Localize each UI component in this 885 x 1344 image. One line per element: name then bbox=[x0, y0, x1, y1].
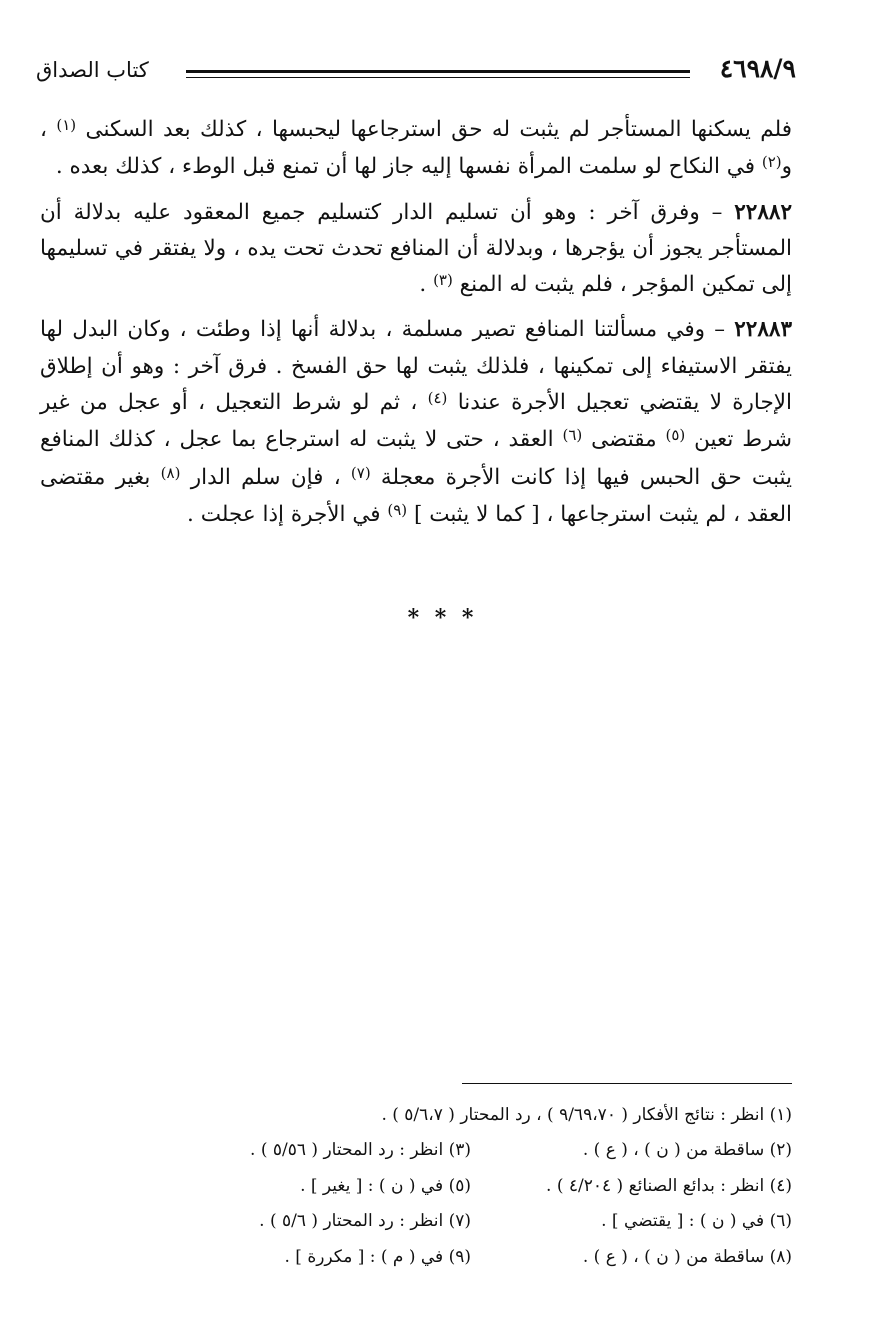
footnote-ref: (٤) bbox=[427, 389, 448, 408]
page-number: ٤٦٩٨/٩ bbox=[719, 54, 796, 83]
paragraph bbox=[40, 195, 792, 305]
text-run: ، ثم لو شرط التعجيل ، أو عجل من غير شرط تعين bbox=[40, 390, 792, 453]
footnote-ref: (١) bbox=[56, 116, 77, 134]
text-run: في النكاح لو سلمت المرأة نفسها إليه جاز لها أن تمنع قبل الوطء ، كذلك بعده . bbox=[55, 154, 762, 180]
text-run: ، و bbox=[40, 117, 792, 180]
footnote: (٦) في ( ن ) : [ يقتضي ] . bbox=[601, 1211, 792, 1232]
text-run: . bbox=[419, 272, 434, 298]
footnote-row bbox=[150, 1133, 792, 1169]
footnote: (٨) ساقطة من ( ن ) ، ( ع ) . bbox=[582, 1246, 792, 1267]
footnotes bbox=[150, 1097, 792, 1275]
footnote-ref: (٥) bbox=[665, 426, 686, 445]
text-run: فلم يسكنها المستأجر لم يثبت له حق استرجاعها ليحبسها ، كذلك بعد السكنى bbox=[76, 117, 792, 142]
footnote-row bbox=[150, 1097, 792, 1133]
footnote: (٤) انظر : بدائع الصنائع ( ٤/٢٠٤ ) . bbox=[546, 1175, 792, 1196]
footnote: (٥) في ( ن ) : [ يغير ] . bbox=[300, 1175, 471, 1196]
text-run: مقتضى bbox=[582, 427, 666, 453]
paragraph bbox=[40, 112, 792, 187]
footnote-ref: (٧) bbox=[350, 463, 371, 482]
text-run: ، فإن سلم الدار bbox=[180, 464, 351, 490]
footnote-ref: (٦) bbox=[562, 426, 583, 445]
main-text bbox=[40, 112, 792, 542]
footnote-ref: (٢) bbox=[761, 153, 782, 172]
footnote-row bbox=[150, 1204, 792, 1240]
paragraph-number: ٢٢٨٨٢ bbox=[734, 199, 792, 225]
footnote-row bbox=[150, 1168, 792, 1204]
paragraph-number: ٢٢٨٨٣ bbox=[734, 317, 792, 343]
text-run: العقد ، حتى لا يثبت له استرجاع بما عجل ، كذلك المنافع يثبت حق الحبس فيها إذا كانت الأجرة معجلة bbox=[40, 427, 792, 490]
footnote-row bbox=[150, 1239, 792, 1275]
text-run: في الأجرة إذا عجلت . bbox=[187, 501, 388, 527]
header-rule-thin bbox=[186, 77, 690, 78]
text-run: – وفرق آخر : وهو أن تسليم الدار كتسليم جميع المعقود عليه بدلالة أن المستأجر يجوز أن يؤجرها ، وبدلالة أن المنافع تحدث تحت يده ، ولا يفتقر في تسليمها إلى تمكين المؤجر ، فلم يثبت له المنع bbox=[40, 199, 792, 298]
footnote-rule bbox=[462, 1083, 792, 1084]
text-run: – وفي مسألتنا المنافع تصير مسلمة ، بدلالة أنها إذا وطئت ، وكان البدل لها يفتقر الاستيفاء إلى تمكينها ، فلذلك يثبت لها حق الفسخ . فرق آخر : وهو أن إطلاق الإجارة لا يقتضي تعجيل الأجرة عندنا bbox=[40, 317, 792, 416]
text-run: بغير مقتضى العقد ، لم يثبت استرجاعها ، [ كما لا يثبت ] bbox=[40, 464, 792, 527]
paragraph bbox=[40, 312, 792, 534]
footnote-ref: (٩) bbox=[387, 500, 408, 519]
footnote: (٩) في ( م ) : [ مكررة ] . bbox=[284, 1246, 471, 1267]
footnote: (٣) انظر : رد المحتار ( ٥/٥٦ ) . bbox=[250, 1140, 471, 1161]
footnote-ref: (٣) bbox=[433, 271, 453, 290]
footnote: (٢) ساقطة من ( ن ) ، ( ع ) . bbox=[582, 1140, 792, 1161]
footnote: (١) انظر : نتائج الأفكار ( ٩/٦٩،٧٠ ) ، رد المحتار ( ٥/٦،٧ ) . bbox=[381, 1104, 792, 1125]
section-separator: * * * bbox=[407, 605, 478, 631]
book-title: كتاب الصداق bbox=[36, 58, 149, 82]
page-header bbox=[36, 52, 796, 96]
header-rule bbox=[186, 70, 690, 73]
footnote: (٧) انظر : رد المحتار ( ٥/٦ ) . bbox=[259, 1211, 471, 1232]
footnote-ref: (٨) bbox=[160, 463, 181, 482]
